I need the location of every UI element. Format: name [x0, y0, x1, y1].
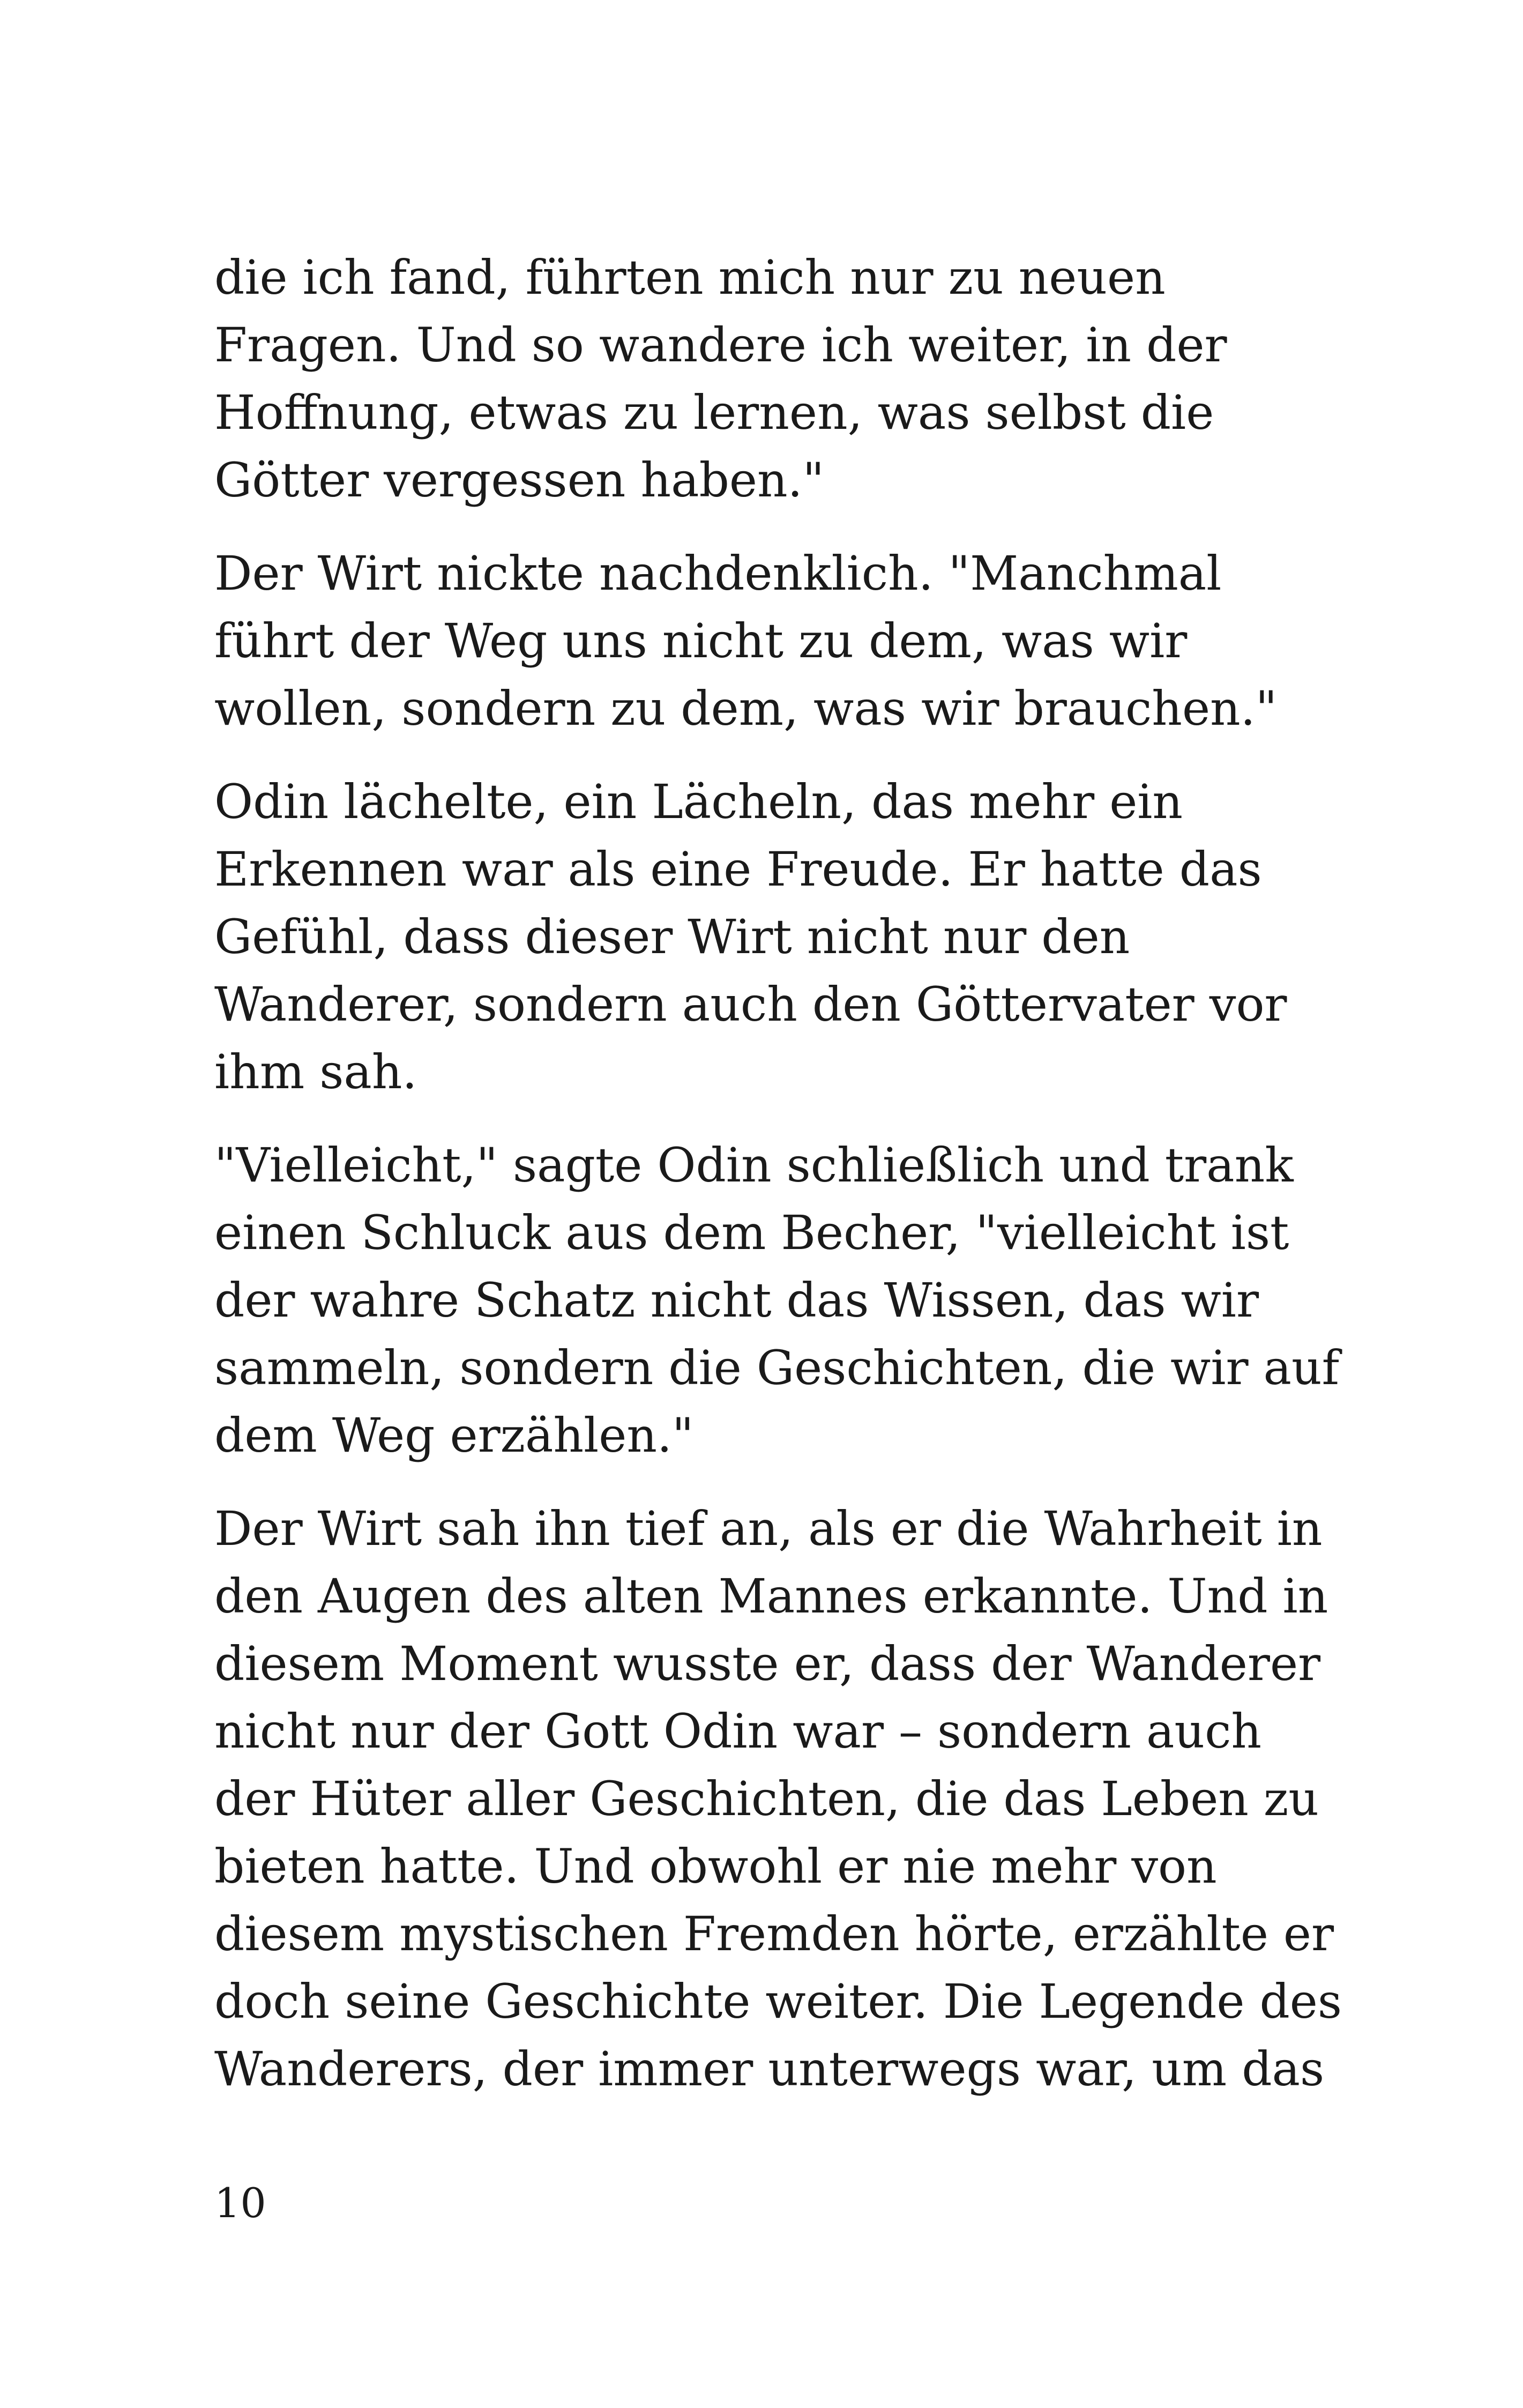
page-number: 10 — [214, 2179, 266, 2227]
text-line: wollen, sondern zu dem, was wir brauchen." — [214, 681, 1278, 736]
text-line: führt der Weg uns nicht zu dem, was wir — [214, 613, 1188, 668]
text-line: diesem mystischen Fremden hörte, erzählte er — [214, 1906, 1334, 1961]
text-line: den Augen des alten Mannes erkannte. Und in — [214, 1569, 1328, 1624]
paragraph-3 — [214, 768, 1356, 1106]
paragraph-1 — [214, 244, 1356, 514]
text-line: bieten hatte. Und obwohl er nie mehr von — [214, 1839, 1217, 1894]
text-line: Wanderers, der immer unterwegs war, um das — [214, 2041, 1325, 2097]
text-line: der wahre Schatz nicht das Wissen, das wir — [214, 1273, 1259, 1328]
text-line: Der Wirt nickte nachdenklich. "Manchmal — [214, 546, 1222, 601]
text-line: der Hüter aller Geschichten, die das Leben zu — [214, 1771, 1319, 1826]
text-line: Erkennen war als eine Freude. Er hatte das — [214, 842, 1262, 897]
text-line: Der Wirt sah ihn tief an, als er die Wahrheit in — [214, 1501, 1323, 1556]
text-line: Gefühl, dass dieser Wirt nicht nur den — [214, 909, 1130, 964]
text-line: doch seine Geschichte weiter. Die Legende des — [214, 1974, 1342, 2029]
text-line: sammeln, sondern die Geschichten, die wir auf — [214, 1340, 1340, 1395]
text-line: Wanderer, sondern auch den Göttervater vor — [214, 977, 1287, 1032]
text-line: Götter vergessen haben." — [214, 452, 825, 508]
text-line: Odin lächelte, ein Lächeln, das mehr ein — [214, 774, 1183, 829]
paragraph-5 — [214, 1495, 1356, 2103]
text-line: "Vielleicht," sagte Odin schließlich und trank — [214, 1138, 1294, 1193]
text-line: die ich fand, führten mich nur zu neuen — [214, 250, 1166, 305]
text-line: dem Weg erzählen." — [214, 1408, 694, 1463]
text-line: nicht nur der Gott Odin war – sondern auch — [214, 1704, 1262, 1759]
body-text — [214, 244, 1356, 2129]
text-line: ihm sah. — [214, 1044, 417, 1099]
text-line: Fragen. Und so wandere ich weiter, in der — [214, 317, 1227, 373]
text-line: einen Schluck aus dem Becher, "vielleicht ist — [214, 1205, 1289, 1260]
paragraph-4 — [214, 1132, 1356, 1469]
paragraph-2 — [214, 540, 1356, 742]
text-line: Hoffnung, etwas zu lernen, was selbst die — [214, 385, 1214, 440]
text-line: diesem Moment wusste er, dass der Wanderer — [214, 1636, 1321, 1691]
